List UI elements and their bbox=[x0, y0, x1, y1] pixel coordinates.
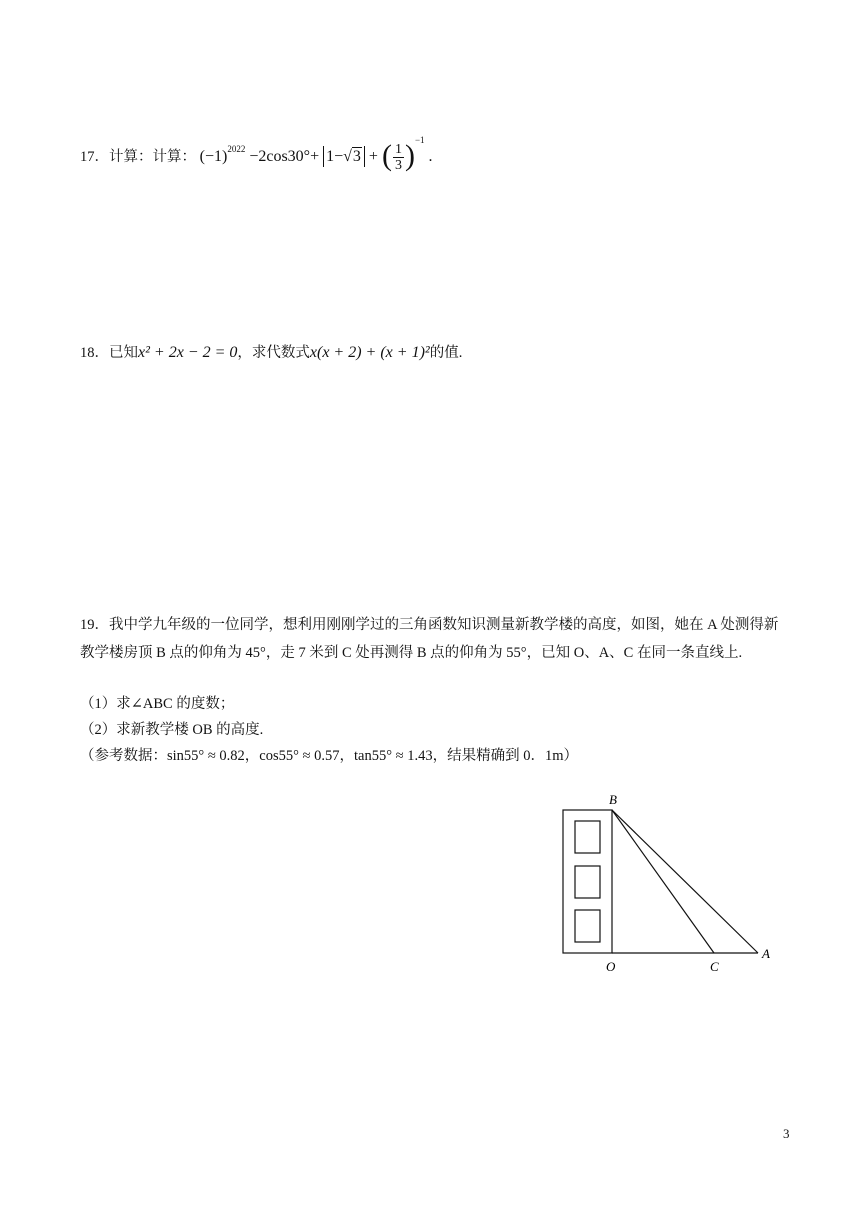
q18-equation: x² + 2x − 2 = 0 bbox=[138, 344, 238, 361]
building-outline bbox=[563, 810, 612, 953]
q17-left-paren: ( bbox=[381, 139, 392, 172]
label-B: B bbox=[609, 792, 617, 807]
label-O: O bbox=[606, 959, 616, 974]
label-C: C bbox=[710, 959, 719, 974]
q17-radicand: 3 bbox=[352, 148, 361, 165]
line-BA bbox=[612, 810, 758, 953]
q17-plus: + bbox=[368, 148, 378, 165]
q17-base: (−1) bbox=[199, 148, 228, 165]
q17-exponent: 2022 bbox=[227, 144, 246, 154]
page-number: 3 bbox=[783, 1126, 790, 1141]
q17-prefix: 17．计算：计算： bbox=[80, 149, 196, 165]
q17-absolute-value bbox=[323, 146, 365, 167]
q18-expression: x(x + 2) + (x + 1)² bbox=[309, 344, 430, 361]
q17-expression bbox=[199, 135, 433, 173]
label-A: A bbox=[762, 946, 770, 961]
question-19-part-1: （1）求∠ABC 的度数； bbox=[80, 696, 235, 712]
q17-right-paren: ) bbox=[404, 139, 415, 172]
building-window-2 bbox=[575, 866, 600, 898]
question-19-reference-data: （参考数据：sin55° ≈ 0.82，cos55° ≈ 0.57，tan55° ≈ 1.43，结果精确到 0．1m） bbox=[80, 748, 579, 764]
line-BC bbox=[612, 810, 714, 953]
q17-sqrt: √3 bbox=[343, 148, 361, 165]
q18-mid: ，求代数式 bbox=[237, 345, 310, 361]
q17-end: . bbox=[428, 148, 433, 165]
building-window-3 bbox=[575, 910, 600, 942]
q18-suffix: 的值. bbox=[429, 345, 463, 361]
q17-frac-exponent: −1 bbox=[414, 135, 425, 145]
q17-abs-left: 1− bbox=[326, 148, 344, 165]
building-window-1 bbox=[575, 821, 600, 853]
question-19-text: 19．我中学九年级的一位同学，想利用刚刚学过的三角函数知识测量新教学楼的高度，如图，她在 A 处测得新教学楼房顶 B 点的仰角为 45°，走 7 米到 C 处再测得 B 点的仰角为 55°，已知 O、A、C 在同一条直线上. bbox=[80, 617, 779, 661]
q18-prefix: 18．已知 bbox=[80, 345, 138, 361]
question-19-part-2: （2）求新教学楼 OB 的高度. bbox=[80, 722, 264, 738]
q17-frac-den: 3 bbox=[394, 157, 402, 173]
q17-fraction bbox=[393, 142, 404, 173]
q17-cos-term: −2cos30°+ bbox=[249, 148, 320, 165]
question-17 bbox=[80, 126, 433, 173]
building-triangle-figure bbox=[548, 788, 788, 978]
q17-frac-num: 1 bbox=[394, 141, 402, 157]
question-18 bbox=[80, 339, 462, 367]
